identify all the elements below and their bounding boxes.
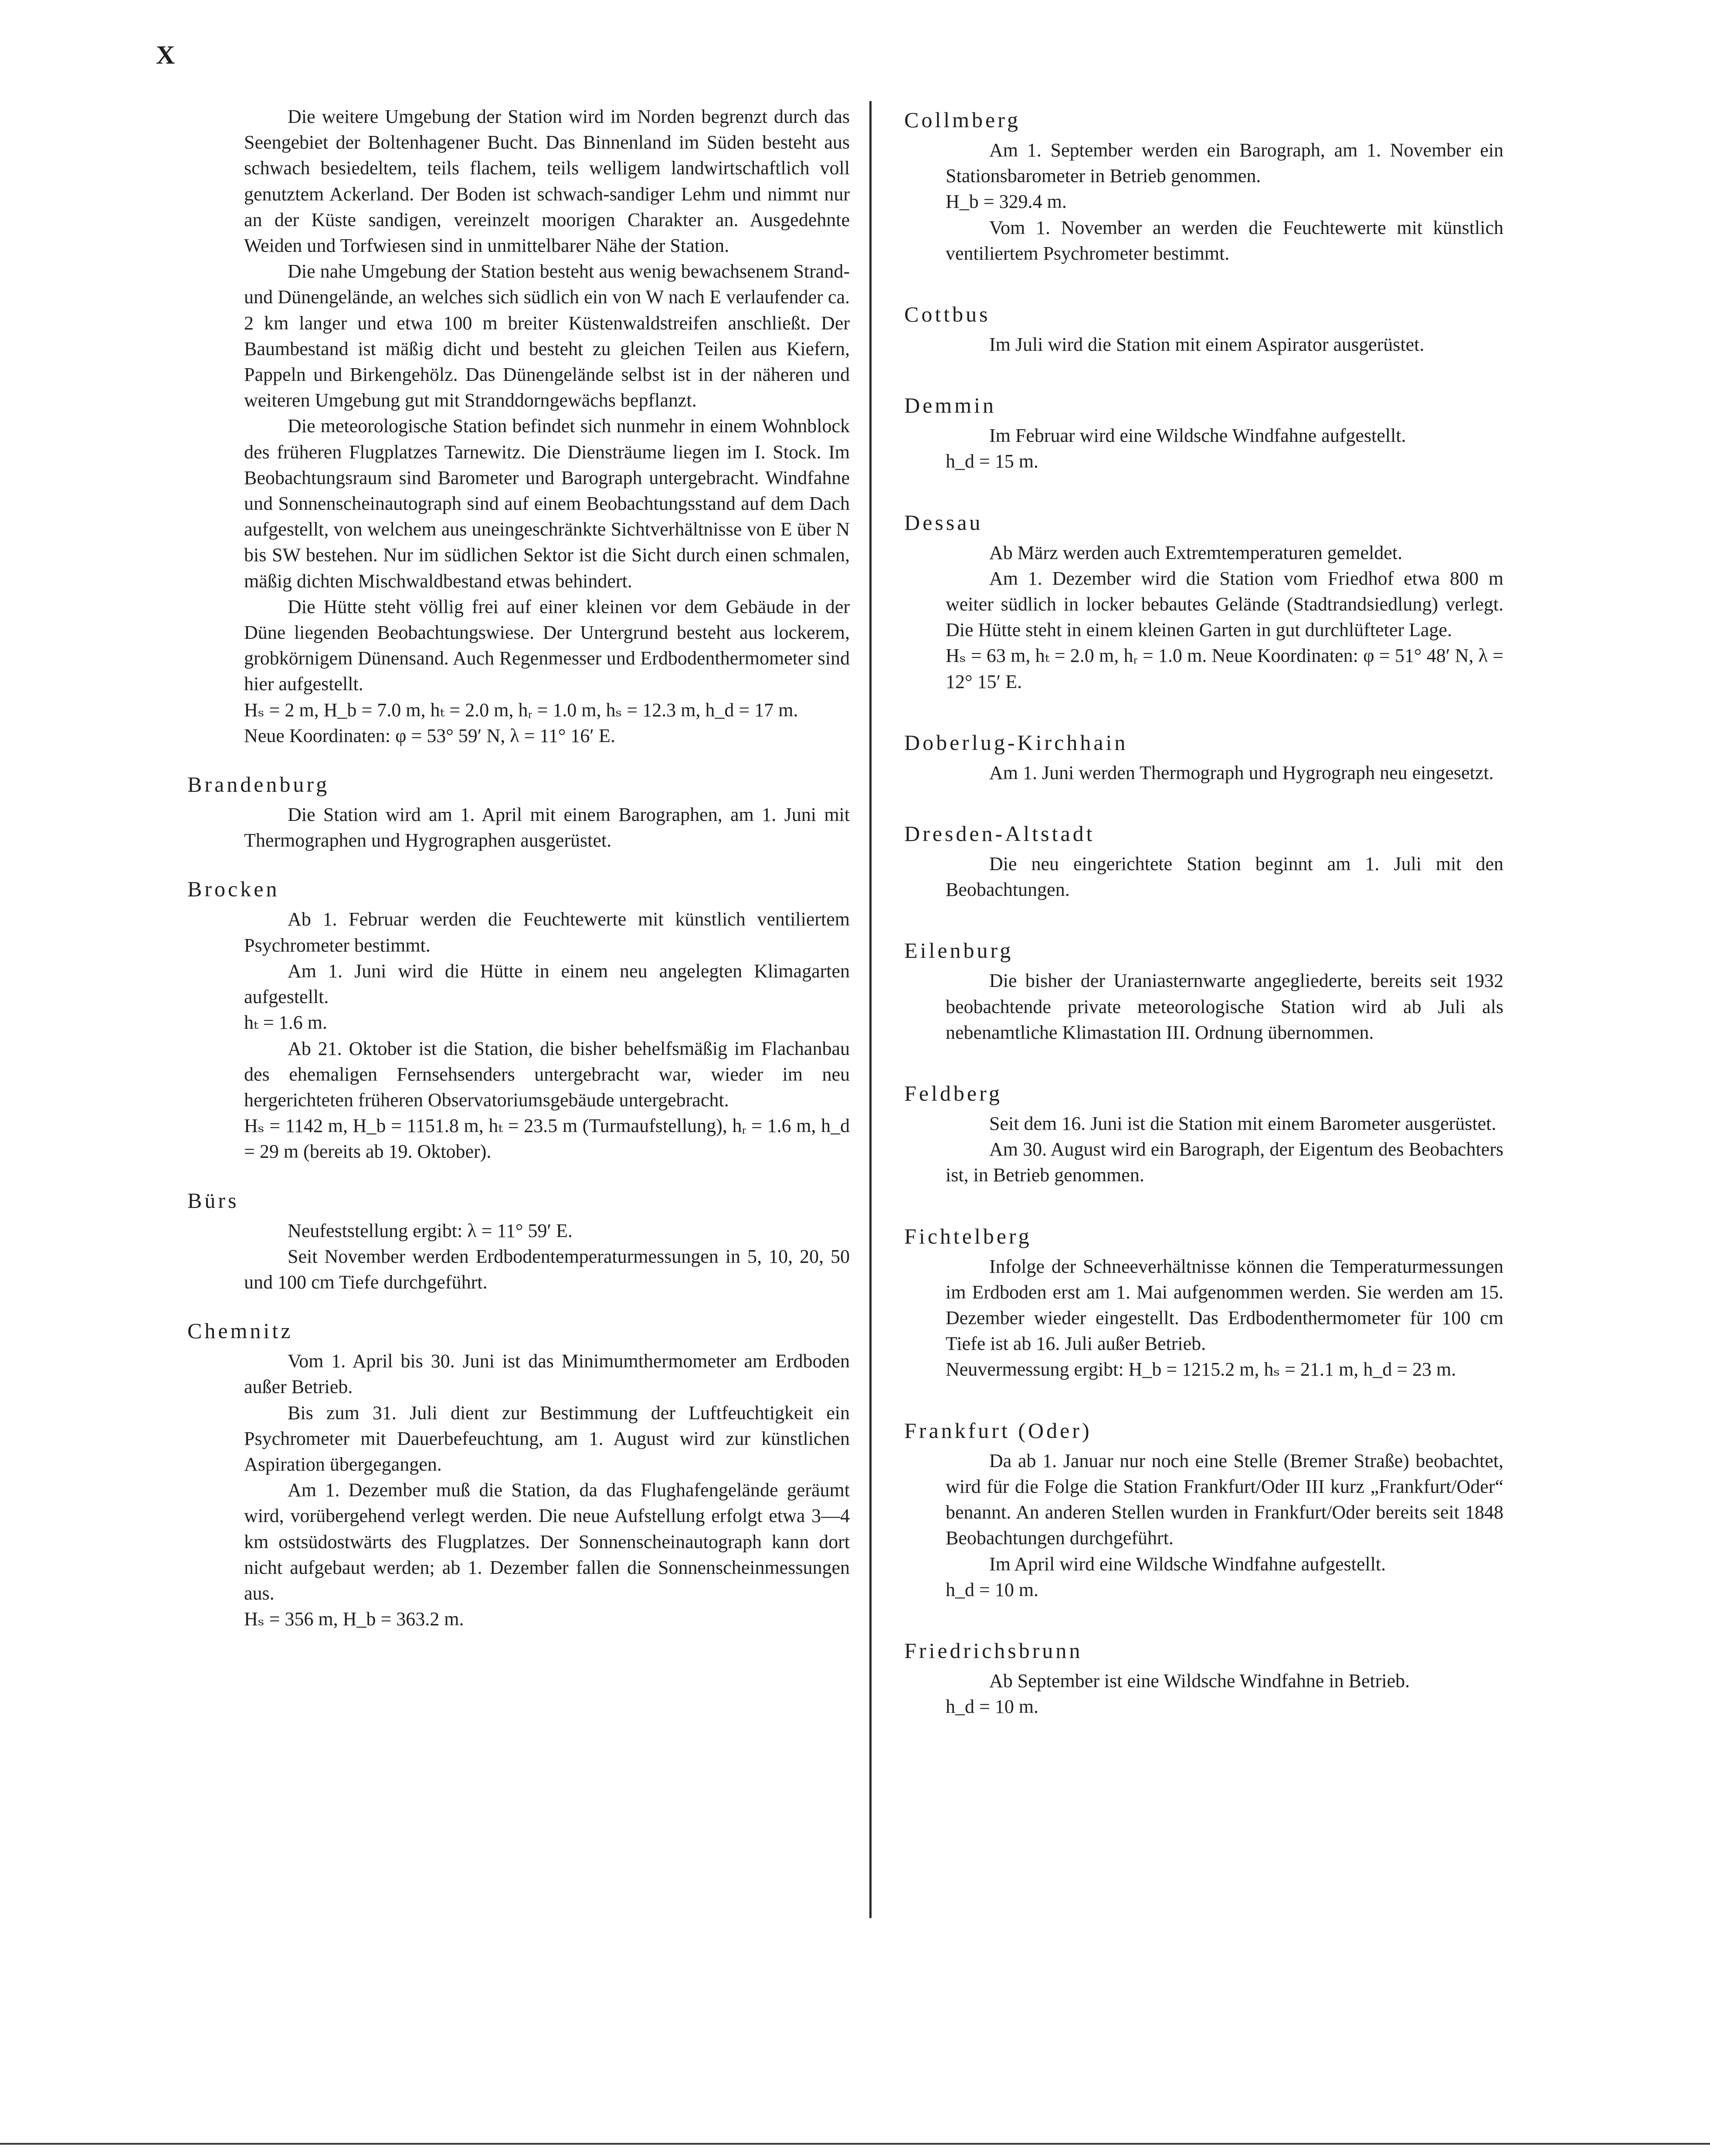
station-demmin [902, 392, 1503, 474]
paragraph: Infolge der Schneeverhältnisse können die Temperaturmessungen im Erdboden erst am 1. Mai aufgenommen werden. Sie werden am 15. Dezember wieder eingestellt. Das Erdbodenthermometer für 100 cm Tiefe ist ab 16. Juli außer Betrieb. [946, 1255, 1503, 1355]
paragraph: Die Station wird am 1. April mit einem Barographen, am 1. Juni mit Thermographen und Hygrographen ausgerüstet. [244, 804, 850, 851]
station-heading: Demmin [904, 393, 996, 418]
paragraph: Neufeststellung ergibt: λ = 11° 59′ E. [288, 1220, 573, 1241]
paragraph: Am 1. Dezember muß die Station, da das Flughafengelände geräumt wird, vorübergehend verlegt werden. Die neue Aufstellung erfolgt etwa 3—4 km ostsüdostwärts des Flugplatzes. Der Sonnenscheinautograph kann dort nicht aufgebaut werden; ab 1. Dezember fallen die Sonnenscheinmessungen aus. [244, 1479, 850, 1604]
paragraph: Seit dem 16. Juni ist die Station mit einem Barometer ausgerüstet. [989, 1113, 1496, 1135]
right-column [902, 107, 1503, 1719]
station-frankfurt-oder [902, 1417, 1503, 1603]
station-heading: Frankfurt (Oder) [904, 1418, 1092, 1443]
station-friedrichsbrunn [902, 1637, 1503, 1719]
paragraph: Seit November werden Erdbodentemperaturmessungen in 5, 10, 20, 50 und 100 cm Tiefe durchgeführt. [244, 1245, 850, 1293]
station-brandenburg [187, 771, 850, 853]
station-heading: Eilenburg [904, 938, 1014, 963]
paragraph: Die neu eingerichtete Station beginnt am 1. Juli mit den Beobachtungen. [946, 853, 1503, 901]
paragraph: Hₛ = 63 m, hₜ = 2.0 m, hᵣ = 1.0 m. Neue Koordinaten: φ = 51° 48′ N, λ = 12° 15′ E. [946, 645, 1503, 692]
paragraph: Am 1. September werden ein Barograph, am 1. November ein Stationsbarometer in Betrieb genommen. [946, 139, 1503, 187]
paragraph: Im April wird eine Wildsche Windfahne aufgestellt. [989, 1553, 1386, 1575]
paragraph: Im Juli wird die Station mit einem Aspirator ausgerüstet. [989, 334, 1425, 356]
paragraph: Am 1. Juni werden Thermograph und Hygrograph neu eingesetzt. [989, 762, 1494, 783]
paragraph: Die meteorologische Station befindet sich nunmehr in einem Wohnblock des früheren Flugplatzes Tarnewitz. Die Diensträume liegen im I. Stock. Im Beobachtungsraum sind Barometer und Barograph untergebracht. Windfahne und Sonnenscheinautograph sind auf einem Beobachtungsstand auf dem Dach aufgestellt, von welchem aus uneingeschränkte Sichtverhältnisse von E über N bis SW bestehen. Nur im südlichen Sektor ist die Sicht durch einen schmalen, mäßig dichten Mischwaldbestand etwas behindert. [244, 415, 850, 592]
station-heading: Brandenburg [187, 772, 330, 797]
paragraph: Da ab 1. Januar nur noch eine Stelle (Bremer Straße) beobachtet, wird für die Folge die Station Frankfurt/Oder III kurz „Frankfurt/Oder“ benannt. An anderen Stellen wurden in Frankfurt/Oder bereits seit 1848 Beobachtungen durchgeführt. [946, 1450, 1503, 1549]
station-collmberg [902, 107, 1503, 266]
station-heading: Chemnitz [187, 1319, 293, 1343]
paragraph: Neuvermessung ergibt: H_b = 1215.2 m, hₛ = 21.1 m, h_d = 23 m. [946, 1359, 1456, 1380]
page-number: X [156, 41, 176, 69]
station-heading: Feldberg [904, 1081, 1002, 1106]
column-divider [869, 101, 872, 1918]
paragraph: Hₛ = 2 m, H_b = 7.0 m, hₜ = 2.0 m, hᵣ = 1.0 m, hₛ = 12.3 m, h_d = 17 m. [244, 699, 798, 721]
paragraph: Hₛ = 356 m, H_b = 363.2 m. [244, 1608, 464, 1630]
paragraph: Die Hütte steht völlig frei auf einer kleinen vor dem Gebäude in der Düne liegenden Beobachtungswiese. Der Untergrund besteht aus lockerem, grobkörnigem Dünensand. Auch Regenmesser und Erdbodenthermometer sind hier aufgestellt. [244, 596, 850, 695]
paragraph: Ab März werden auch Extremtemperaturen gemeldet. [989, 542, 1403, 563]
paragraph: Neue Koordinaten: φ = 53° 59′ N, λ = 11° 16′ E. [244, 725, 615, 746]
paragraph: Die nahe Umgebung der Station besteht aus wenig bewachsenem Strand- und Dünengelände, an welches sich südlich ein von W nach E verlaufender ca. 2 km langer und etwa 100 m breiter Küstenwaldstreifen anschließt. Der Baumbestand ist mäßig dicht und besteht zu gleichen Teilen aus Kiefern, Pappeln und Birkengehölz. Das Dünengelände selbst ist in der näheren und weiteren Umgebung gut mit Stranddorngewächs bepflanzt. [244, 261, 850, 411]
intro-text [244, 104, 850, 749]
station-dessau [902, 509, 1503, 695]
paragraph: h_d = 10 m. [946, 1579, 1039, 1600]
paragraph: Vom 1. April bis 30. Juni ist das Minimumthermometer am Erdboden außer Betrieb. [244, 1350, 850, 1398]
paragraph: H_b = 329.4 m. [946, 191, 1067, 213]
paragraph: hₜ = 1.6 m. [244, 1012, 327, 1034]
paragraph: Hₛ = 1142 m, H_b = 1151.8 m, hₜ = 23.5 m (Turmaufstellung), hᵣ = 1.6 m, h_d = 29 m (bereits ab 19. Oktober). [244, 1115, 850, 1163]
station-doberlug-kirchhain [902, 729, 1503, 786]
paragraph: Die bisher der Uraniasternwarte angegliederte, bereits seit 1932 beobachtende private meteorologische Station wird ab Juli als nebenamtliche Klimastation III. Ordnung übernommen. [946, 970, 1503, 1043]
station-heading: Dessau [904, 510, 983, 535]
paragraph: h_d = 10 m. [946, 1696, 1039, 1718]
station-feldberg [902, 1080, 1503, 1188]
paragraph: Bis zum 31. Juli dient zur Bestimmung der Luftfeuchtigkeit ein Psychrometer mit Dauerbefeuchtung, am 1. August wird zur künstlichen Aspiration übergegangen. [244, 1402, 850, 1475]
station-fichtelberg [902, 1223, 1503, 1383]
paragraph: h_d = 15 m. [946, 451, 1039, 472]
station-heading: Fichtelberg [904, 1224, 1032, 1248]
station-heading: Cottbus [904, 302, 991, 327]
station-heading: Brocken [187, 877, 280, 902]
station-dresden-altstadt [902, 820, 1503, 902]
paragraph: Am 30. August wird ein Barograph, der Eigentum des Beobachters ist, in Betrieb genommen. [946, 1139, 1503, 1186]
station-heading: Dresden-Altstadt [904, 821, 1095, 846]
station-chemnitz [187, 1318, 850, 1632]
station-heading: Doberlug-Kirchhain [904, 730, 1128, 755]
paragraph: Ab 1. Februar werden die Feuchtewerte mit künstlich ventiliertem Psychrometer bestimmt. [244, 909, 850, 956]
paragraph: Am 1. Dezember wird die Station vom Friedhof etwa 800 m weiter südlich in locker bebautes Gelände (Stadtrandsiedlung) verlegt. Die Hütte steht in einem kleinen Garten in gut durchlüfteter Lage. [946, 567, 1503, 641]
paragraph: Am 1. Juni wird die Hütte in einem neu angelegten Klimagarten aufgestellt. [244, 960, 850, 1008]
left-column [187, 104, 850, 1632]
station-cottbus [902, 301, 1503, 357]
station-brocken [187, 876, 850, 1164]
station-heading: Bürs [187, 1188, 239, 1213]
station-heading: Collmberg [904, 108, 1021, 132]
bottom-edge-rule [0, 2143, 1710, 2145]
paragraph: Vom 1. November an werden die Feuchtewerte mit künstlich ventiliertem Psychrometer bestimmt. [946, 217, 1503, 264]
paragraph: Im Februar wird eine Wildsche Windfahne aufgestellt. [989, 425, 1406, 447]
paragraph: Ab September ist eine Wildsche Windfahne in Betrieb. [989, 1670, 1410, 1692]
station-heading: Friedrichsbrunn [904, 1638, 1083, 1663]
station-eilenburg [902, 937, 1503, 1045]
paragraph: Die weitere Umgebung der Station wird im Norden begrenzt durch das Seengebiet der Boltenhagener Bucht. Das Binnenland im Süden besteht aus schwach besiedeltem, teils flachem, teils welligem landwirtschaftlich voll genutztem Ackerland. Der Boden ist schwach-sandiger Lehm und nimmt nur an der Küste sandigen, vereinzelt moorigen Charakter an. Ausgedehnte Weiden und Torfwiesen sind in unmittelbarer Nähe der Station. [244, 106, 850, 257]
station-buers [187, 1187, 850, 1295]
paragraph: Ab 21. Oktober ist die Station, die bisher behelfsmäßig im Flachanbau des ehemaligen Fernsehsenders untergebracht war, wieder im neu hergerichteten früheren Observatoriumsgebäude untergebracht. [244, 1037, 850, 1111]
